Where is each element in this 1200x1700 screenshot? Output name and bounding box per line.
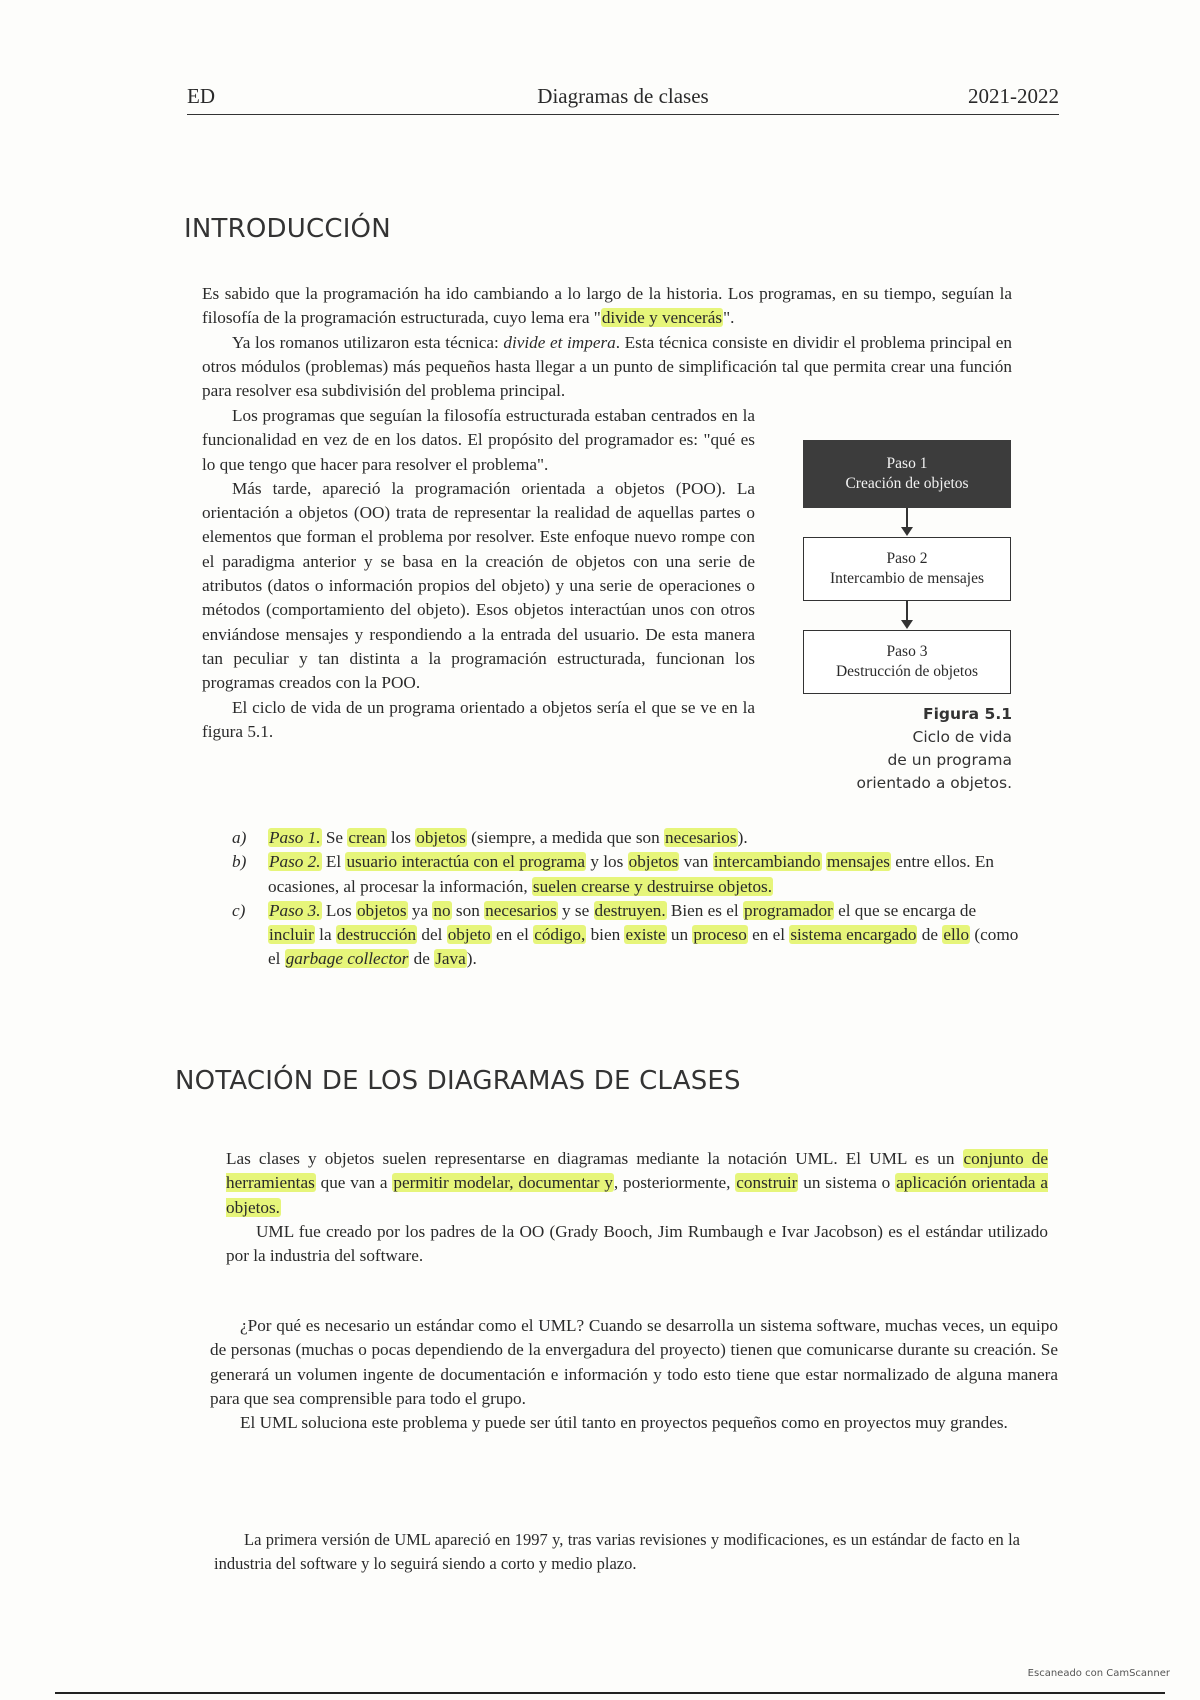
text-run: de <box>409 949 435 969</box>
highlighted-text: destruyen. <box>594 900 666 920</box>
highlighted-text: código, <box>534 925 586 945</box>
highlighted-text: ello <box>943 925 970 945</box>
highlighted-text: incluir <box>269 925 314 945</box>
notation-paragraph-3: ¿Por qué es necesario un estándar como el UML? Cuando se desarrolla un sistema software, muchas veces, un equipo de personas (muchas o pocas dependiendo de la envergadura del proyecto) tienen que comunicarse durante su creación. Se generará un volumen ingente de documentación e información y todo esto tiene que estar normalizado de alguna manera para que sea comprensible para todo el grupo. <box>210 1316 1058 1408</box>
notation-paragraph-4: El UML soluciona este problema y puede ser útil tanto en proyectos pequeños como en proyectos muy grandes. <box>240 1413 1008 1433</box>
text-run: y los <box>586 852 628 872</box>
text-run: el que se encarga de <box>833 900 977 920</box>
text-run: los <box>386 828 416 847</box>
list-item-text <box>268 828 748 847</box>
figure-caption-line-2: de un programa <box>887 751 1012 769</box>
notation-paragraphs-bottom <box>214 1528 1020 1577</box>
text-run: Ya los romanos utilizaron esta técnica: <box>232 332 504 352</box>
text-run: ). <box>466 949 477 969</box>
text-run: ). <box>737 828 748 847</box>
text-run: que van a <box>315 1173 393 1193</box>
text-run: la <box>314 925 336 945</box>
lifecycle-steps-list <box>232 826 1022 972</box>
text-run: en el <box>491 925 534 945</box>
list-item-text <box>268 852 994 895</box>
highlighted-text: Paso 2. <box>269 852 321 872</box>
notation-paragraph-1 <box>226 1147 1048 1220</box>
highlighted-text: mensajes <box>826 852 890 872</box>
flow-step-1-number: Paso 1 <box>886 455 928 472</box>
highlighted-text: proceso <box>693 925 747 945</box>
flow-step-2-number: Paso 2 <box>886 550 928 567</box>
section-title-notacion: NOTACIÓN DE LOS DIAGRAMAS DE CLASES <box>175 1066 741 1096</box>
highlighted-text: objetos <box>416 828 466 847</box>
bottom-divider <box>55 1692 1165 1694</box>
text-run: bien <box>586 925 625 945</box>
page-header <box>187 84 1059 115</box>
text-run: en el <box>747 925 790 945</box>
flow-box-step-3 <box>803 630 1011 694</box>
highlighted-text: divide y vencerás <box>601 308 723 328</box>
flow-step-3-label: Destrucción de objetos <box>835 663 979 680</box>
highlighted-text: destrucción <box>336 925 417 945</box>
lifecycle-flowchart <box>803 440 1011 694</box>
text-run: Bien es el <box>666 900 743 920</box>
text-run: . Esta técnica consiste en dividir el problema principal en otros módulos (problemas) más pequeños hasta llegar a un punto de simplificación tal que permita crear una función para resolver esa subdivisión del problema principal. <box>202 332 1013 401</box>
highlighted-text: necesarios <box>665 828 737 847</box>
figure-caption-line-1: Ciclo de vida <box>912 728 1012 746</box>
highlighted-text: conjunto de herramientas <box>226 1149 1049 1193</box>
list-item-text <box>268 901 1018 969</box>
highlighted-text: Java <box>435 949 466 969</box>
figure-caption-line-3: orientado a objetos. <box>856 774 1012 792</box>
highlighted-text: aplicación orientada a objetos. <box>226 1173 1048 1217</box>
list-item-marker: b) <box>232 852 247 872</box>
intro-paragraph-5: El ciclo de vida de un programa orientado a objetos sería el que se ve en la figura 5.1. <box>202 697 755 741</box>
highlighted-text: Paso 1. <box>269 828 321 847</box>
text-run: ya <box>407 900 433 920</box>
list-item-marker: a) <box>232 828 247 847</box>
highlighted-text: existe <box>625 925 666 945</box>
notation-paragraphs-top <box>226 1147 1048 1268</box>
flow-arrow-down-icon <box>803 508 1011 537</box>
text-run: Es sabido que la programación ha ido cambiando a lo largo de la historia. Los programas, en su tiempo, seguían la filosofía de la programación estructurada, cuyo lema era " <box>202 284 1012 328</box>
list-item <box>232 899 1022 972</box>
section-title-introduccion: INTRODUCCIÓN <box>184 214 391 244</box>
notation-paragraph-5: La primera versión de UML apareció en 1997 y, tras varias revisiones y modificaciones, es un estándar de facto en la industria del software y lo seguirá siendo a corto y medio plazo. <box>214 1530 1020 1574</box>
figure-caption <box>780 703 1012 795</box>
header-year: 2021-2022 <box>968 84 1059 108</box>
list-item <box>232 826 1022 850</box>
list-item <box>232 850 1022 899</box>
figure-caption-label: Figura 5.1 <box>923 705 1012 723</box>
highlighted-text: crean <box>348 828 386 847</box>
header-title: Diagramas de clases <box>537 84 709 108</box>
highlighted-text: no <box>433 900 451 920</box>
text-run: divide et impera <box>503 332 616 352</box>
intro-paragraphs-top <box>202 282 1012 403</box>
text-run: , posteriormente, <box>613 1173 736 1193</box>
notation-paragraph-2: UML fue creado por los padres de la OO (Grady Booch, Jim Rumbaugh e Ivar Jacobson) es el estándar utilizado por la industria del software. <box>226 1221 1048 1266</box>
intro-paragraph-1 <box>202 282 1012 331</box>
flow-box-step-2 <box>803 537 1011 601</box>
flow-step-2-label: Intercambio de mensajes <box>829 570 985 587</box>
notation-paragraphs-middle <box>210 1314 1058 1435</box>
intro-paragraph-4: Más tarde, apareció la programación orientada a objetos (POO). La orientación a objetos (OO) trata de representar la realidad de aquellas partes o elementos que forman el problema por resolver. Este enfoque nuevo rompe con el paradigma anterior y se basa en la creación de objetos con una serie de atributos (datos o información propios del objeto) y una serie de operaciones o métodos (comportamiento del objeto). Esos objetos interactúan unos con otros enviándose mensajes y respondiendo a la entrada del usuario. De esta manera tan peculiar y tan distinta a la programación estructurada, funcionan los programas creados con la POO. <box>202 478 755 693</box>
flow-box-step-1 <box>803 440 1011 508</box>
highlighted-text: construir <box>736 1173 798 1193</box>
highlighted-text: intercambiando <box>713 852 821 872</box>
list-item-marker: c) <box>232 900 246 920</box>
highlighted-text: objetos <box>628 852 679 872</box>
highlighted-text: permitir modelar, documentar y <box>393 1173 613 1193</box>
flow-step-3-number: Paso 3 <box>886 643 928 660</box>
text-run: del <box>417 925 447 945</box>
text-run: un <box>666 925 693 945</box>
highlighted-text: programador <box>744 900 833 920</box>
header-course: ED <box>187 84 215 108</box>
highlighted-text: suelen crearse y destruirse objetos. <box>532 876 773 896</box>
text-run: (como el <box>268 925 1019 969</box>
text-run: ". <box>723 308 735 328</box>
highlighted-text: garbage collector <box>285 949 409 969</box>
highlighted-text: Paso 3. <box>269 900 321 920</box>
intro-paragraph-3: Los programas que seguían la filosofía estructurada estaban centrados en la funcionalidad en vez de en los datos. El propósito del programador es: "qué es lo que tengo que hacer para resolver el problema". <box>202 406 755 474</box>
highlighted-text: sistema encargado <box>790 925 917 945</box>
text-run: Los <box>321 900 356 920</box>
text-run: van <box>679 852 713 872</box>
text-run: y se <box>557 900 594 920</box>
text-run: El <box>321 852 346 872</box>
text-run: entre ellos. En ocasiones, al procesar la información, <box>268 852 994 896</box>
highlighted-text: necesarios <box>485 900 557 920</box>
highlighted-text: usuario interactúa con el programa <box>346 852 586 872</box>
scanner-watermark: Escaneado con CamScanner <box>1027 1668 1170 1679</box>
flow-arrow-down-icon <box>803 601 1011 630</box>
highlighted-text: objetos <box>356 900 407 920</box>
intro-paragraphs-column <box>202 404 755 744</box>
text-run: de <box>917 925 943 945</box>
text-run: un sistema o <box>798 1173 896 1193</box>
flow-step-1-label: Creación de objetos <box>845 475 969 492</box>
highlighted-text: objeto <box>447 925 491 945</box>
text-run: (siempre, a medida que son <box>466 828 664 847</box>
text-run: Las clases y objetos suelen representarse en diagramas mediante la notación UML. El UML es un <box>226 1149 963 1168</box>
text-run: son <box>451 900 485 920</box>
text-run: Se <box>321 828 348 847</box>
intro-paragraph-2 <box>202 331 1012 404</box>
